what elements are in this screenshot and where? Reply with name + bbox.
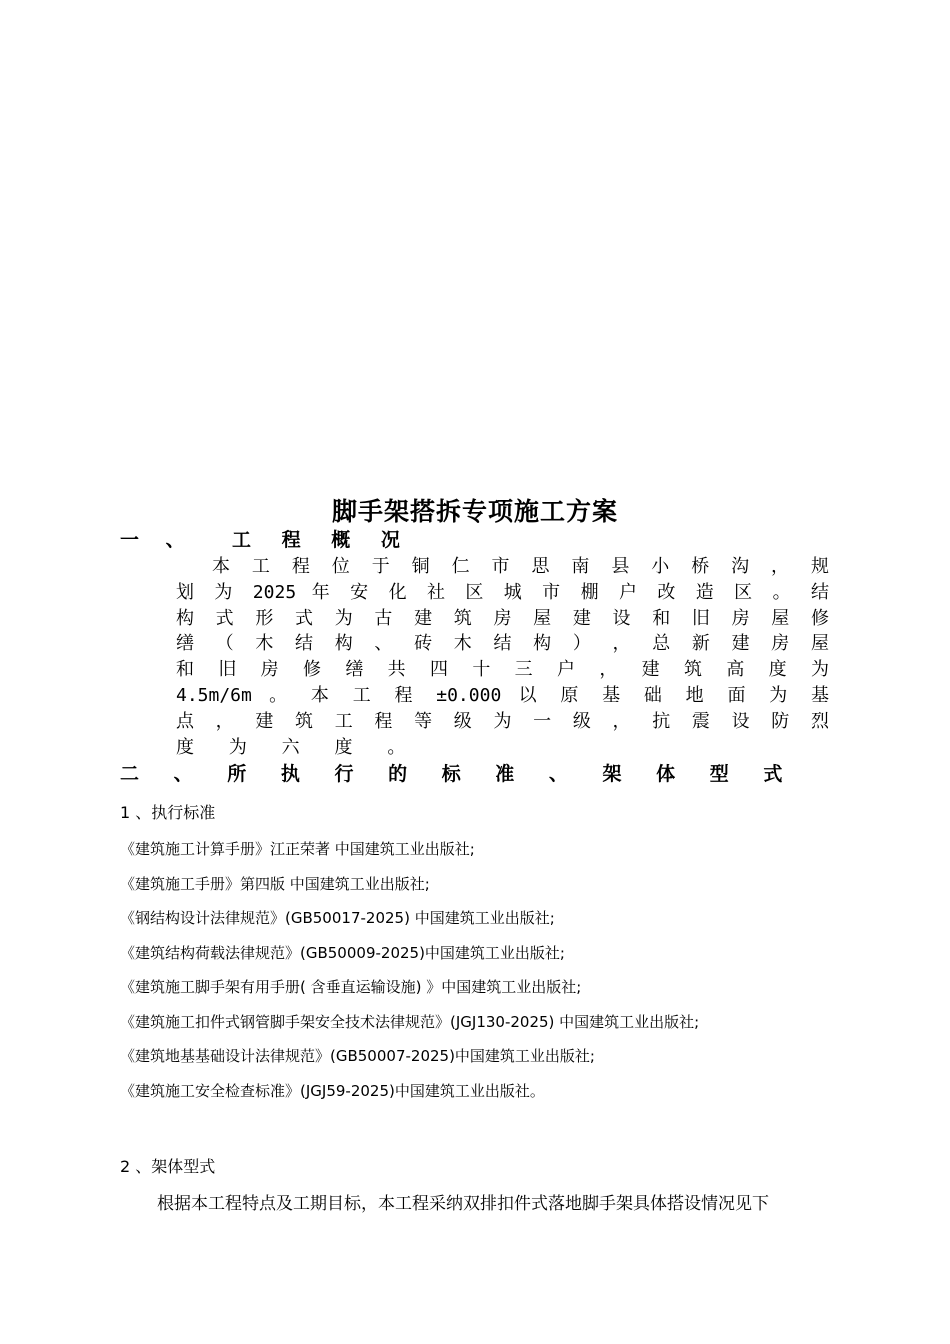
section-1-number: 一 、 [120,529,195,551]
document-title: 脚手架搭拆专项施工方案 [331,497,618,526]
section-1-heading [120,528,412,552]
reference-item: 《钢结构设计法律规范》(GB50017-2025) 中国建筑工业出版社; [120,909,555,927]
reference-item: 《建筑施工手册》第四版 中国建筑工业出版社; [120,874,430,893]
overview-line: 构 式 形 式 为 古 建 筑 房 屋 建 设 和 旧 房 屋 修 [176,607,829,629]
reference-item: 《建筑结构荷载法律规范》(GB50009-2025)中国建筑工业出版社; [120,943,565,962]
project-overview-paragraph [176,554,829,760]
section-1-title: 工 程 概 况 [232,529,412,551]
subsection-frame-type-heading: 2 、架体型式 [120,1157,216,1176]
overview-line: 点 ， 建 筑 工 程 等 级 为 一 级 ， 抗 震 设 防 烈 [176,710,829,732]
frame-type-paragraph: 根据本工程特点及工期目标，本工程采纳双排扣件式落地脚手架具体搭设情况见下 [157,1194,769,1214]
overview-line: 划 为 2025 年 安 化 社 区 城 市 棚 户 改 造 区 。 结 [176,581,829,603]
reference-standards-list [120,838,880,1114]
section-2-heading: 二 、 所 执 行 的 标 准 、 架 体 型 式 [120,763,797,785]
subsection-standards-heading: 1 、执行标准 [120,803,216,822]
reference-item: 《建筑施工脚手架有用手册( 含垂直运输设施) 》中国建筑工业出版社; [120,978,582,996]
overview-line: 缮 （ 木 结 构 、 砖 木 结 构 ） ， 总 新 建 房 屋 [176,633,829,655]
reference-item: 《建筑地基基础设计法律规范》(GB50007-2025)中国建筑工业出版社; [120,1047,595,1065]
reference-item: 《建筑施工安全检查标准》(JGJ59-2025)中国建筑工业出版社。 [120,1081,545,1100]
overview-line: 度 为 六 度 。 [176,736,418,758]
overview-line: 4.5m/6m 。 本 工 程 ±0.000 以 原 基 础 地 面 为 基 [176,684,829,706]
reference-item: 《建筑施工扣件式钢管脚手架安全技术法律规范》(JGJ130-2025) 中国建筑工业出版社; [120,1012,700,1031]
overview-line: 本 工 程 位 于 铜 仁 市 思 南 县 小 桥 沟 ， 规 [212,556,829,577]
overview-line: 和 旧 房 修 缮 共 四 十 三 户 ， 建 筑 高 度 为 [176,659,829,681]
reference-item: 《建筑施工计算手册》江正荣著 中国建筑工业出版社; [120,840,475,858]
